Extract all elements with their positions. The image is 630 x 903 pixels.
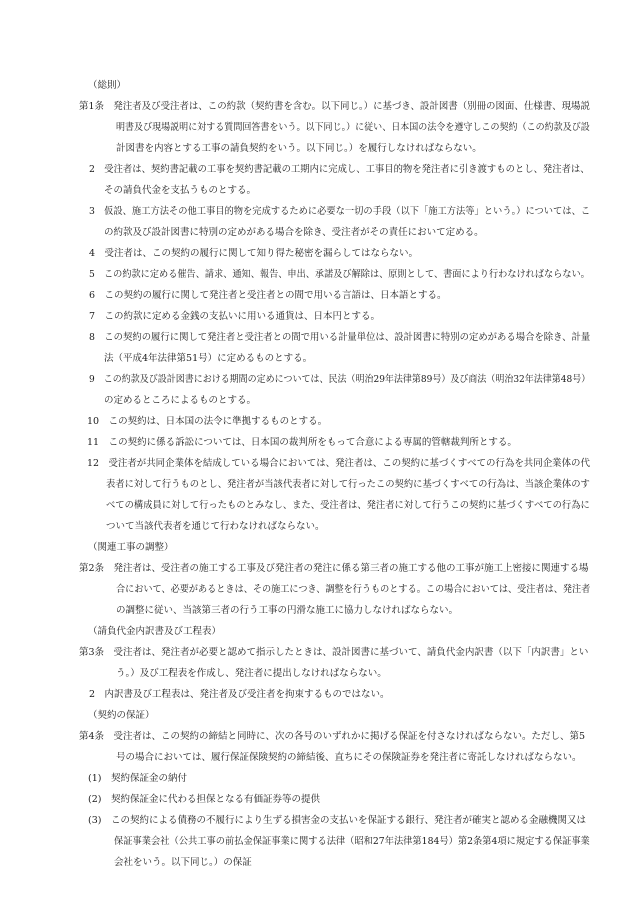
article-4-item-1: (1) 契約保証金の納付 [88,773,187,784]
article-1-para-10: 10 この契約は、日本国の法令に準拠するものとする。 [87,416,328,427]
article-2-line-3: の調整に従い、当該第三者の行う工事の円滑な施工に協力しなければならない。 [116,605,459,616]
article-1-para-5: 5 この約款に定める催告、請求、通知、報告、申出、承諾及び解除は、原則として、書面により行わなければならない。 [89,269,590,280]
article-4-line-2: 号の場合においては、履行保証保険契約の締結後、直ちにその保険証券を発注者に寄託しなければならない。 [116,752,582,763]
article-1-line-3: 計図書を内容とする工事の請負契約をいう。以下同じ。）を履行しなければならない。 [116,143,482,154]
article-1-para-4: 4 受注者は、この契約の履行に関して知り得た秘密を漏らしてはならない。 [89,248,419,259]
article-1-line-1: 第1条 発注者及び受注者は、この約款（契約書を含む。以下同じ。）に基づき、設計図書（別冊の図面、仕様書、現場説 [79,101,590,112]
article-1-para-3-line-2: の約款及び設計図書に特別の定めがある場合を除き、受注者がその責任において定める。 [104,227,484,238]
article-3-para-2: 2 内訳書及び工程表は、発注者及び受注者を拘束するものではない。 [89,689,390,700]
article-2-line-2: 合において、必要があるときは、その施工につき、調整を行うものとする。この場合においては、受注者は、発注者 [116,584,591,595]
article-1-para-2-line-2: その請負代金を支払うものとする。 [104,185,257,196]
article-1-para-8-line-1: 8 この契約の履行に関して発注者と受注者との間で用いる計量単位は、設計図書に特別の定めがある場合を除き、計量 [89,332,591,343]
article-1-para-7: 7 この約款に定める金銭の支払いに用いる通貨は、日本円とする。 [89,311,381,322]
section-heading-related-works: （関連工事の調整） [88,542,174,553]
article-1-para-6: 6 この契約の履行に関して発注者と受注者との間で用いる言語は、日本語とする。 [89,290,447,301]
article-1-para-12-line-3: べての構成員に対して行ったものとみなし、また、受注者は、発注者に対して行うこの契約に基づくすべての行為に [106,500,590,511]
article-4-item-3-line-3: 会社をいう。以下同じ。）の保証 [114,857,252,868]
article-1-para-9-line-2: の定めるところによるものとする。 [104,395,257,406]
article-4-item-3-line-2: 保証事業会社（公共工事の前払金保証事業に関する法律（昭和27年法律第184号）第2条第4項に規定する保証事業 [114,836,590,847]
article-1-para-12-line-4: ついて当該代表者を通じて行わなければならない。 [106,521,325,532]
article-4-item-3-line-1: (3) この契約による債務の不履行により生ずる損害金の支払いを保証する銀行、発注者が確実と認める金融機関又は [88,815,586,826]
article-1-para-8-line-2: 法（平成4年法律第51号）に定めるものとする。 [104,353,313,364]
article-3-line-2: う。）及び工程表を作成し、発注者に提出しなければならない。 [116,668,387,679]
section-heading-general: （総則） [88,80,127,91]
section-heading-guarantee: （契約の保証） [88,710,155,721]
article-4-item-2: (2) 契約保証金に代わる担保となる有価証券等の提供 [88,794,320,805]
article-1-para-12-line-2: 表者に対して行うものとし、発注者が当該代表者に対して行ったこの契約に基づくすべての行為は、当該企業体のす [106,479,590,490]
article-1-para-12-line-1: 12 受注者が共同企業体を結成している場合においては、発注者は、この契約に基づくすべての行為を共同企業体の代 [87,458,590,469]
article-3-line-1: 第3条 受注者は、発注者が必要と認めて指示したときは、設計図書に基づいて、請負代金内訳書（以下「内訳書」とい [79,647,589,658]
article-1-para-2-line-1: 2 受注者は、契約書記載の工事を契約書記載の工期内に完成し、工事目的物を発注者に引き渡すものとし、発注者は、 [89,164,590,175]
article-1-para-11: 11 この契約に係る訴訟については、日本国の裁判所をもって合意による専属的管轄裁判所とする。 [87,437,517,448]
article-1-line-2: 明書及び現場説明に対する質問回答書をいう。以下同じ。）に従い、日本国の法令を遵守しこの契約（この約款及び設 [116,122,590,133]
article-1-para-9-line-1: 9 この約款及び設計図書における期間の定めについては、民法（明治29年法律第89号）及び商法（明治32年法律第48号） [89,374,591,385]
article-1-para-3-line-1: 3 仮設、施工方法その他工事目的物を完成するために必要な一切の手段（以下「施工方法等」という。）については、こ [89,206,591,217]
section-heading-breakdown: （請負代金内訳書及び工程表） [88,626,222,637]
article-4-line-1: 第4条 受注者は、この契約の締結と同時に、次の各号のいずれかに掲げる保証を付さなければならない。ただし、第5 [79,731,586,742]
article-2-line-1: 第2条 発注者は、受注者の施工する工事及び発注者の発注に係る第三者の施工する他の工事が施工上密接に関連する場 [79,563,589,574]
